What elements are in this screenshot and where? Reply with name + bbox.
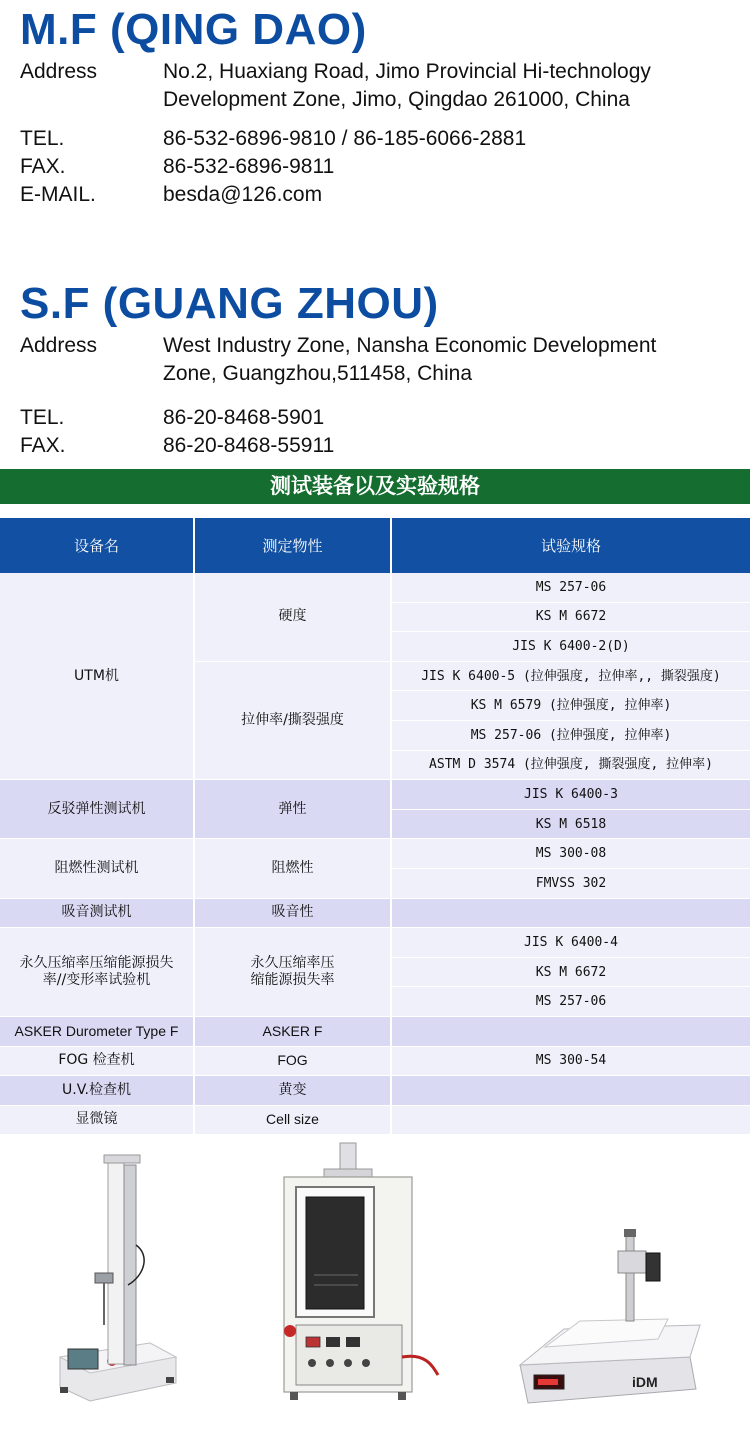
header-standard: 试验规格	[391, 518, 750, 573]
office-title-qingdao: M.F (QING DAO)	[20, 5, 367, 54]
property-cell: 黄变	[194, 1076, 391, 1106]
equipment-cell	[0, 928, 194, 1017]
equipment-photos	[0, 1125, 750, 1447]
email-value: besda@126.com	[163, 183, 323, 206]
standard-cell: KS M 6672	[391, 957, 750, 987]
table-row	[0, 898, 750, 928]
address-line2: Development Zone, Jimo, Qingdao 261000, China	[163, 88, 630, 111]
equipment-name-line2: 率//变形率试验机	[42, 972, 151, 989]
utm-display-icon	[68, 1349, 98, 1369]
standard-cell: JIS K 6400-3	[391, 780, 750, 810]
table-row	[0, 1046, 750, 1076]
tel-value: 86-20-8468-5901	[163, 406, 325, 429]
table-row	[0, 1076, 750, 1106]
flame-tester-image	[284, 1143, 438, 1400]
address-label: Address	[20, 60, 98, 83]
equipment-cell: UTM机	[0, 573, 194, 780]
tel-label: TEL.	[20, 406, 65, 429]
property-cell	[194, 928, 391, 1017]
equipment-name-line1: 永久压缩率压缩能源损失	[19, 955, 174, 972]
tel-label: TEL.	[20, 127, 65, 150]
standard-cell	[391, 1076, 750, 1106]
table-row	[0, 928, 750, 958]
standard-cell: MS 257-06	[391, 987, 750, 1017]
address-label: Address	[20, 334, 98, 357]
standard-cell	[391, 898, 750, 928]
fax-value: 86-20-8468-55911	[163, 434, 335, 457]
table-row	[0, 839, 750, 869]
header-property: 测定物性	[194, 518, 391, 573]
property-cell: FOG	[194, 1046, 391, 1076]
property-cell: Cell size	[194, 1105, 391, 1135]
equipment-cell: 阻燃性测试机	[0, 839, 194, 898]
property-cell: 硬度	[194, 573, 391, 661]
standard-cell: FMVSS 302	[391, 868, 750, 898]
standard-cell: JIS K 6400-5 (拉伸强度, 拉伸率,, 撕裂强度)	[391, 661, 750, 691]
standard-cell: MS 257-06	[391, 573, 750, 602]
equipment-cell: U.V.检查机	[0, 1076, 194, 1106]
standard-cell: MS 257-06 (拉伸强度, 拉伸率)	[391, 720, 750, 750]
standard-cell: JIS K 6400-4	[391, 928, 750, 958]
standard-cell: MS 300-54	[391, 1046, 750, 1076]
address-line1: West Industry Zone, Nansha Economic Development	[163, 334, 657, 357]
standard-cell: KS M 6518	[391, 809, 750, 839]
table-row	[0, 1016, 750, 1046]
property-line2: 缩能源损失率	[250, 972, 335, 989]
header-equipment: 设备名	[0, 518, 194, 573]
standard-cell	[391, 1016, 750, 1046]
table-row	[0, 573, 750, 602]
equipment-cell: 显微镜	[0, 1105, 194, 1135]
property-cell: ASKER F	[194, 1016, 391, 1046]
property-cell: 阻燃性	[194, 839, 391, 898]
equipment-cell: ASKER Durometer Type F	[0, 1016, 194, 1046]
property-cell: 吸音性	[194, 898, 391, 928]
table-header-row	[0, 518, 750, 573]
standard-cell: KS M 6579 (拉伸强度, 拉伸率)	[391, 691, 750, 721]
standard-cell: KS M 6672	[391, 602, 750, 632]
emergency-stop-icon	[284, 1325, 296, 1337]
property-cell: 拉伸率/撕裂强度	[194, 661, 391, 779]
section-title-bar: 测试装备以及实验规格	[0, 469, 750, 504]
equipment-cell: 吸音测试机	[0, 898, 194, 928]
office-title-guangzhou: S.F (GUANG ZHOU)	[20, 279, 439, 328]
property-cell: 弹性	[194, 780, 391, 839]
address-line1: No.2, Huaxiang Road, Jimo Provincial Hi-technology	[163, 60, 651, 83]
tel-value: 86-532-6896-9810 / 86-185-6066-2881	[163, 127, 527, 150]
utm-machine-image	[60, 1155, 176, 1401]
table-row	[0, 780, 750, 810]
equipment-cell: 反驳弹性测试机	[0, 780, 194, 839]
property-line1: 永久压缩率压	[250, 955, 335, 972]
standard-cell: MS 300-08	[391, 839, 750, 869]
standard-cell: JIS K 6400-2(D)	[391, 632, 750, 662]
durometer-image	[520, 1229, 700, 1403]
email-label: E-MAIL.	[20, 183, 96, 206]
address-line2: Zone, Guangzhou,511458, China	[163, 362, 473, 385]
equipment-cell: FOG 检查机	[0, 1046, 194, 1076]
idm-brand-label: iDM	[632, 1374, 658, 1390]
fax-label: FAX.	[20, 155, 66, 178]
test-spec-table	[0, 518, 750, 1135]
fax-label: FAX.	[20, 434, 66, 457]
standard-cell: ASTM D 3574 (拉伸强度, 撕裂强度, 拉伸率)	[391, 750, 750, 780]
fax-value: 86-532-6896-9811	[163, 155, 335, 178]
